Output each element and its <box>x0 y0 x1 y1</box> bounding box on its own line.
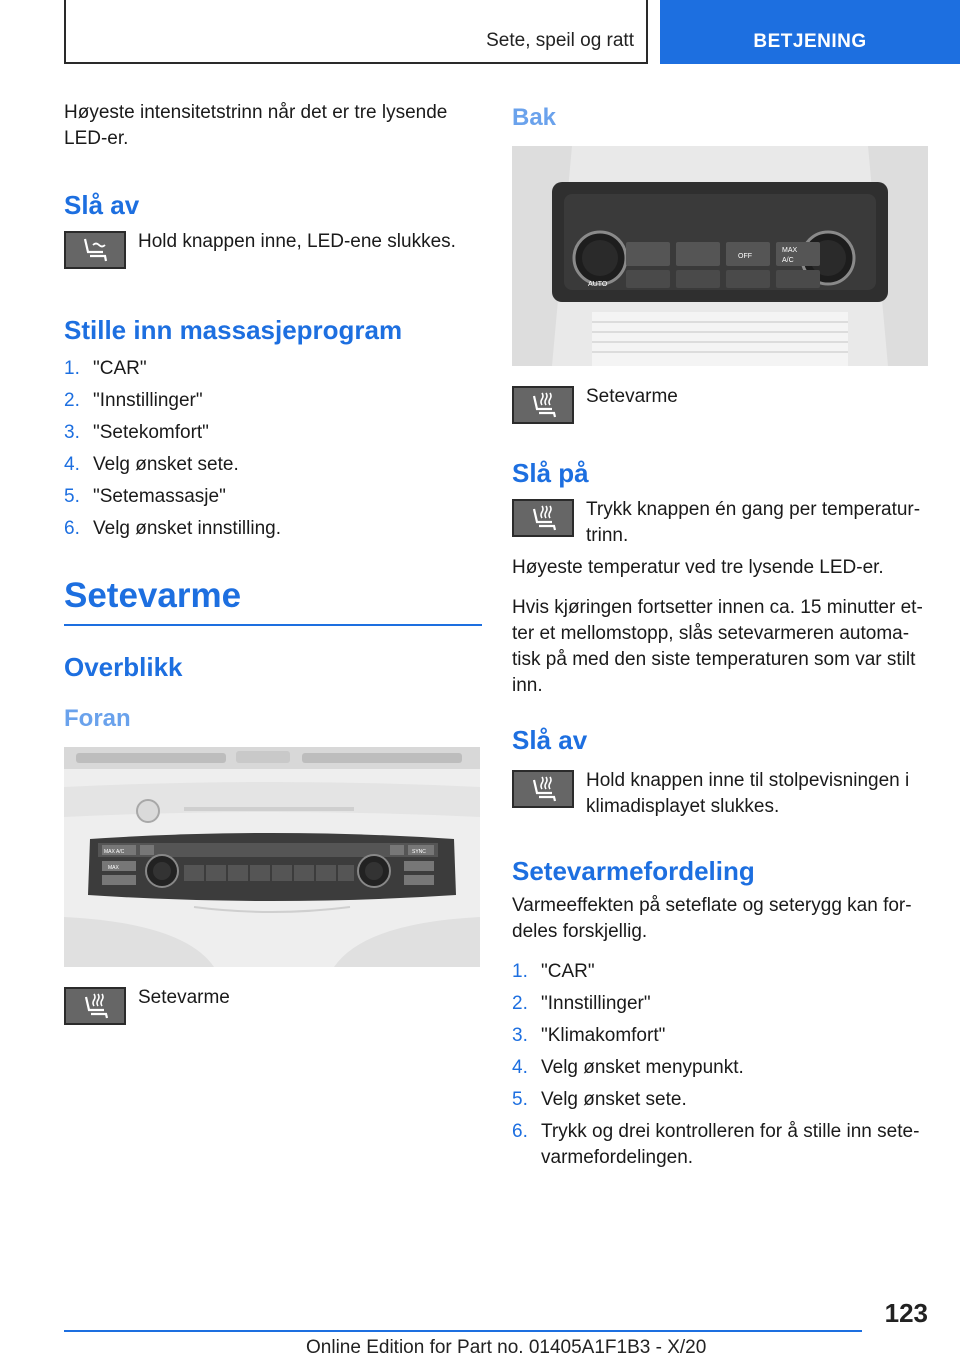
on-paragraph-2: Hvis kjøringen fortsetter innen ca. 15 minutter et-ter et mellomstopp, slås setevarmeren automa-tisk på med den siste temperaturen som var stilt inn. <box>512 597 923 696</box>
back-heading: Bak <box>512 104 557 131</box>
off-text: Hold knappen inne, LED-ene slukkes. <box>138 231 456 252</box>
back-icon-label: Setevarme <box>586 386 678 407</box>
rear-auto-label: AUTO <box>588 281 608 288</box>
right-column <box>512 100 930 1177</box>
footer-edition: Online Edition for Part no. 01405A1F1B3 - X/20 <box>306 1337 707 1358</box>
front-max-label: MAX <box>108 865 119 871</box>
list-item: 1. "CAR" <box>64 358 147 379</box>
rear-climate-panel-image <box>512 146 928 366</box>
off-text-right: Hold knappen inne til stolpevisningen i klimadisplayet slukkes. <box>586 770 910 817</box>
off-row-right <box>512 770 930 820</box>
off-heading: Slå av <box>64 190 140 220</box>
seat-heating-button-icon <box>512 499 574 537</box>
page-number: 123 <box>884 1298 928 1328</box>
seat-heating-button-icon <box>512 770 574 808</box>
list-item: 1. "CAR" <box>512 961 595 982</box>
list-item: 3. "Setekomfort" <box>64 422 209 443</box>
list-item: 2. "Innstillinger" <box>64 390 203 411</box>
left-column <box>64 100 482 1025</box>
list-item: 6. Velg ønsket innstilling. <box>64 518 281 539</box>
list-item: 5. Velg ønsket sete. <box>512 1089 687 1110</box>
list-item: 4. Velg ønsket sete. <box>64 454 239 475</box>
program-heading: Stille inn massasjeprogram <box>64 315 403 345</box>
intro-paragraph: Høyeste intensitetstrinn når det er tre lysende LED-er. <box>64 102 448 149</box>
on-text: Trykk knappen én gang per temperatur-trinn. <box>586 499 921 546</box>
main-heading: Setevarme <box>64 576 482 626</box>
front-climate-panel-image <box>64 747 480 967</box>
front-max-ac-label: MAX A/C <box>104 849 125 855</box>
front-seat-heating-row <box>64 987 482 1025</box>
rear-seat-heating-row <box>512 386 930 424</box>
chapter-tab <box>660 0 960 64</box>
front-icon-label: Setevarme <box>138 987 230 1008</box>
program-steps <box>64 356 482 542</box>
rear-ac-label: A/C <box>782 257 794 264</box>
seat-heating-button-icon <box>64 987 126 1025</box>
section-title: Sete, speil og ratt <box>486 30 634 51</box>
front-sync-label: SYNC <box>412 849 426 855</box>
chapter-label: BETJENING <box>753 31 867 52</box>
list-item: 6. Trykk og drei kontrolleren for å stille inn sete-varmefordelingen. <box>512 1121 920 1168</box>
on-row <box>512 499 930 549</box>
footer-divider <box>64 1330 862 1332</box>
massage-off-row <box>64 231 482 269</box>
on-heading: Slå på <box>512 458 589 488</box>
list-item: 5. "Setemassasje" <box>64 486 226 507</box>
on-paragraph-1: Høyeste temperatur ved tre lysende LED-er. <box>512 557 884 578</box>
seat-heating-button-icon <box>512 386 574 424</box>
distribution-intro: Varmeeffekten på seteflate og seterygg kan for-deles forskjellig. <box>512 895 912 942</box>
off-heading-right: Slå av <box>512 725 588 755</box>
overview-heading: Overblikk <box>64 652 183 682</box>
list-item: 2. "Innstillinger" <box>512 993 651 1014</box>
seat-massage-button-icon <box>64 231 126 269</box>
distribution-heading: Setevarmefordeling <box>512 856 755 886</box>
distribution-steps <box>512 959 930 1171</box>
rear-off-label: OFF <box>738 253 752 260</box>
front-heading: Foran <box>64 705 131 732</box>
list-item: 4. Velg ønsket menypunkt. <box>512 1057 744 1078</box>
list-item: 3. "Klimakomfort" <box>512 1025 666 1046</box>
rear-max-label: MAX <box>782 247 798 254</box>
